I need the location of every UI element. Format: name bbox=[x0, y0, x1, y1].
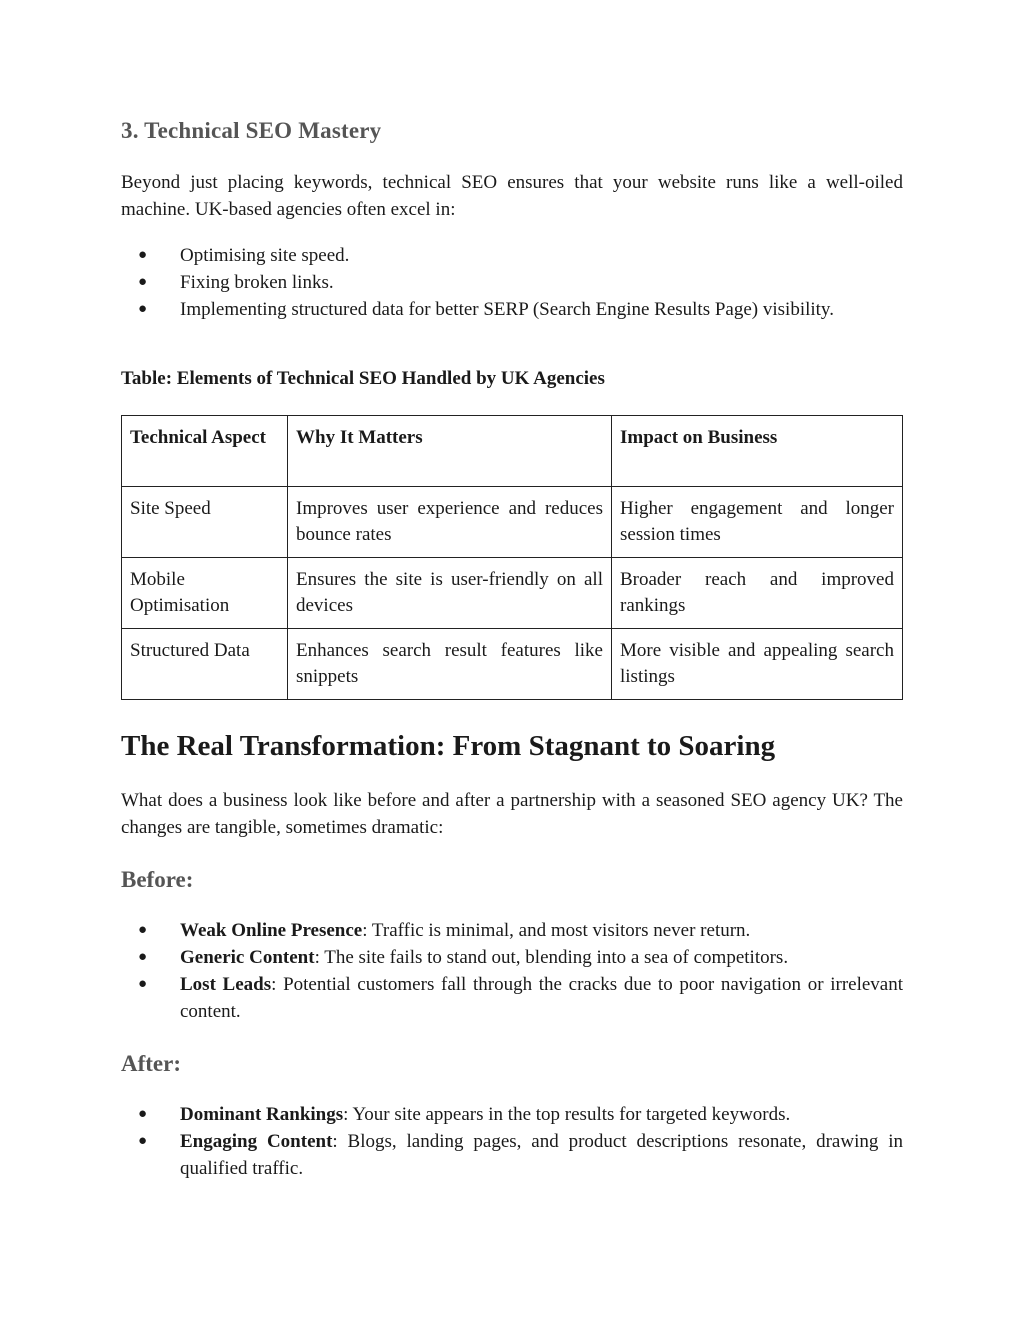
item-lead: Lost Leads bbox=[180, 974, 272, 995]
list-item: ● Generic Content: The site fails to stand out, blending into a sea of competitors. bbox=[121, 944, 903, 971]
item-lead: Weak Online Presence bbox=[180, 920, 363, 941]
after-list bbox=[121, 1101, 903, 1182]
table-cell: Broader reach and improved rankings bbox=[612, 558, 903, 629]
bullet-icon: ● bbox=[138, 949, 148, 965]
table-header-cell: Why It Matters bbox=[288, 416, 612, 487]
table-header-cell: Technical Aspect bbox=[122, 416, 288, 487]
item-lead: Dominant Rankings bbox=[180, 1104, 344, 1125]
item-lead: Engaging Content bbox=[180, 1131, 333, 1152]
before-heading: Before: bbox=[121, 867, 194, 892]
list-item: ● Dominant Rankings: Your site appears in the top results for targeted keywords. bbox=[121, 1101, 903, 1128]
table-header-cell: Impact on Business bbox=[612, 416, 903, 487]
table-row bbox=[122, 629, 903, 700]
list-item: ● Weak Online Presence: Traffic is minimal, and most visitors never return. bbox=[121, 917, 903, 944]
table-cell: Site Speed bbox=[122, 487, 288, 558]
bullet-icon: ● bbox=[138, 247, 148, 263]
table-cell: Structured Data bbox=[122, 629, 288, 700]
section-intro: Beyond just placing keywords, technical SEO ensures that your website runs like a well-oiled machine. UK-based agencies often excel in: bbox=[121, 172, 903, 220]
table-caption: Table: Elements of Technical SEO Handled by UK Agencies bbox=[121, 368, 605, 389]
technical-seo-list bbox=[121, 242, 903, 323]
table-cell: Mobile Optimisation bbox=[122, 558, 288, 629]
bullet-icon: ● bbox=[138, 1133, 148, 1149]
transformation-heading: The Real Transformation: From Stagnant to Soaring bbox=[121, 730, 776, 762]
bullet-icon: ● bbox=[138, 1106, 148, 1122]
table-row bbox=[122, 487, 903, 558]
table-cell: Improves user experience and reduces bounce rates bbox=[288, 487, 612, 558]
section-heading: 3. Technical SEO Mastery bbox=[121, 118, 382, 143]
technical-seo-table bbox=[121, 415, 903, 700]
after-heading: After: bbox=[121, 1051, 182, 1076]
bullet-icon: ● bbox=[138, 301, 148, 317]
bullet-icon: ● bbox=[138, 274, 148, 290]
before-list bbox=[121, 917, 903, 1025]
table-cell: Enhances search result features like snippets bbox=[288, 629, 612, 700]
list-item: ● Optimising site speed. bbox=[121, 242, 903, 269]
list-item: ● Lost Leads: Potential customers fall through the cracks due to poor navigation or irrelevant content. bbox=[121, 971, 903, 1025]
table-cell: Ensures the site is user-friendly on all devices bbox=[288, 558, 612, 629]
table-header-row bbox=[122, 416, 903, 487]
bullet-icon: ● bbox=[138, 976, 148, 992]
bullet-icon: ● bbox=[138, 922, 148, 938]
list-item: ● Engaging Content: Blogs, landing pages, and product descriptions resonate, drawing in qualified traffic. bbox=[121, 1128, 903, 1182]
list-item: ● Implementing structured data for better SERP (Search Engine Results Page) visibility. bbox=[121, 296, 903, 323]
table-row bbox=[122, 558, 903, 629]
transformation-intro: What does a business look like before and after a partnership with a seasoned SEO agency UK? The changes are tangible, sometimes dramatic: bbox=[121, 790, 903, 838]
item-lead: Generic Content bbox=[180, 947, 315, 968]
table-cell: More visible and appealing search listings bbox=[612, 629, 903, 700]
table-cell: Higher engagement and longer session times bbox=[612, 487, 903, 558]
list-item: ● Fixing broken links. bbox=[121, 269, 903, 296]
